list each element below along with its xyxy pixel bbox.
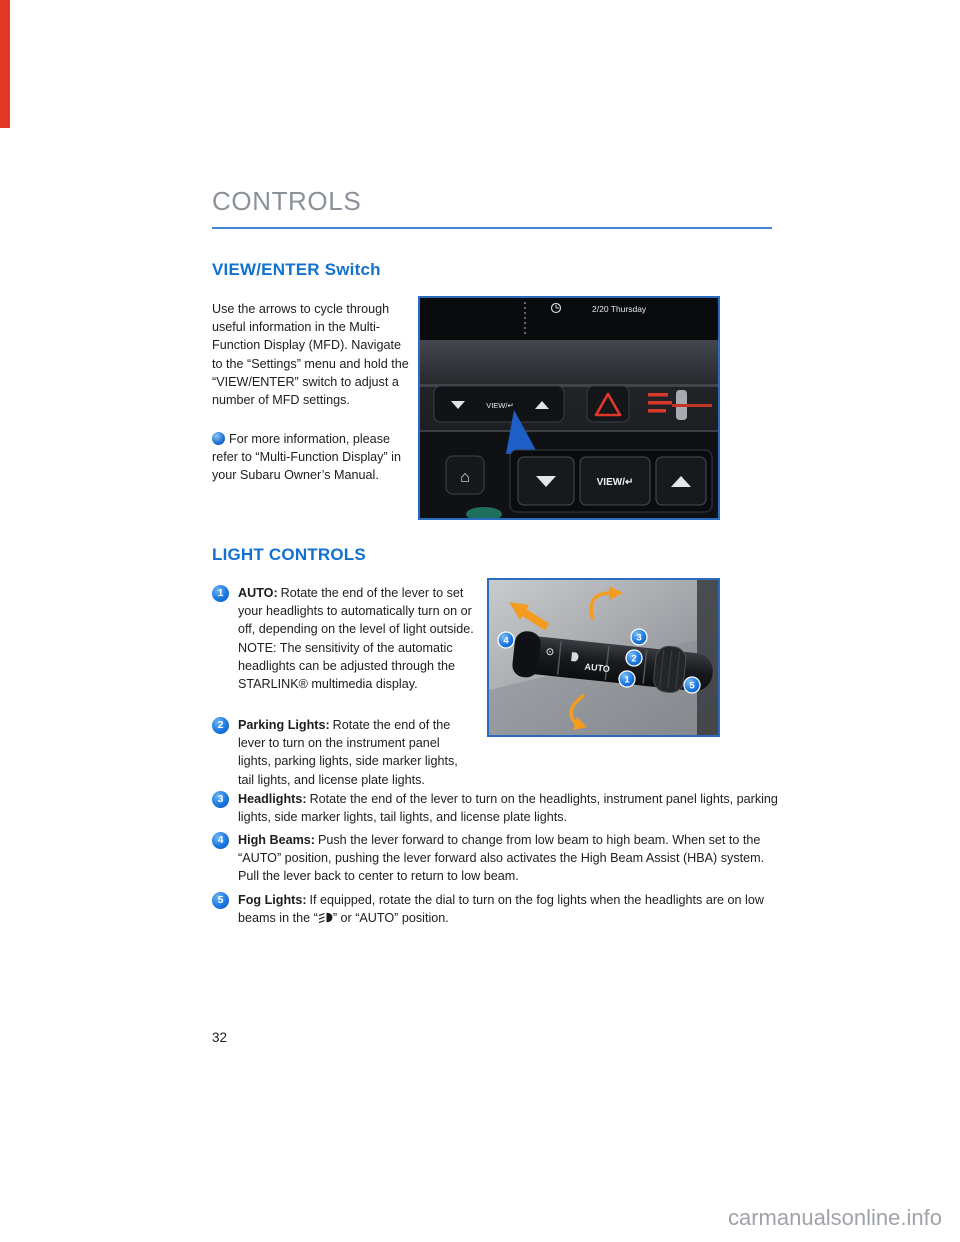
light-item-text <box>238 831 784 886</box>
view-enter-switch-small <box>434 386 564 422</box>
item-body-after: ” or “AUTO” position. <box>332 911 449 926</box>
light-item-text <box>238 584 474 693</box>
item-label: AUTO: <box>238 586 278 600</box>
item-body-before: If equipped, rotate the dial to turn on the fog lights when the headlights are on low beams in the “ <box>238 893 764 926</box>
watermark: carmanualsonline.info <box>727 1205 942 1230</box>
light-item-auto <box>212 584 474 693</box>
light-item-headlights <box>212 790 784 826</box>
item-label: Parking Lights: <box>238 718 330 732</box>
light-item-text <box>238 790 784 826</box>
light-item-parking-lights <box>212 716 474 789</box>
light-item-fog-lights <box>212 891 784 927</box>
light-item-text <box>238 716 474 789</box>
fog-dial <box>652 645 687 694</box>
svg-text:3: 3 <box>636 632 642 644</box>
stalk-auto-label: AUTO <box>584 661 611 675</box>
hazard-button <box>587 386 629 422</box>
item-number-badge: 5 <box>212 892 229 909</box>
low-beam-icon <box>318 912 333 923</box>
callout-badge-4 <box>498 632 514 648</box>
light-controls-title: LIGHT CONTROLS <box>212 545 366 564</box>
dashboard-photo <box>420 298 718 518</box>
item-body: Rotate the end of the lever to turn on the headlights, instrument panel lights, parking lights, side marker lights, tail lights, and license plate lights. <box>238 792 778 825</box>
view-enter-note-text: For more information, please refer to “Multi-Function Display” in your Subaru Owner’s Manual. <box>212 432 401 483</box>
chapter-header: CONTROLS <box>212 186 362 216</box>
info-globe-icon <box>212 432 225 445</box>
light-stalk-figure <box>487 578 720 737</box>
date-display: 2/20 Thursday <box>592 304 647 314</box>
page-number: 32 <box>212 1030 228 1045</box>
item-body: Rotate the end of the lever to set your headlights to automatically turn on or off, depending on the level of light outside. <box>238 586 474 637</box>
home-icon: ⌂ <box>460 469 470 486</box>
item-body: Rotate the end of the lever to turn on the instrument panel lights, parking lights, side marker lights, tail lights, and license plate lights. <box>238 718 458 787</box>
item-label: High Beams: <box>238 833 315 847</box>
svg-text:4: 4 <box>503 635 509 647</box>
callout-badge-3 <box>631 629 647 645</box>
callout-badge-1 <box>619 671 635 687</box>
item-label: Fog Lights: <box>238 893 307 907</box>
svg-text:2: 2 <box>631 653 637 665</box>
item-number-badge: 2 <box>212 717 229 734</box>
view-enter-paragraph: Use the arrows to cycle through useful information in the Multi-Function Display (MFD). Navigate to the “Settings” menu and hold the “VIEW/ENTER” switch to adjust a number of MFD settings. <box>212 302 409 408</box>
svg-text:1: 1 <box>624 674 630 686</box>
view-enter-label-small: VIEW/↵ <box>486 401 514 410</box>
mfd-display <box>420 298 718 340</box>
home-button <box>446 456 484 494</box>
item-label: Headlights: <box>238 792 307 806</box>
stalk-photo <box>489 580 718 735</box>
item-body: Push the lever forward to change from low beam to high beam. When set to the “AUTO” position, pushing the lever forward also activates the High Beam Assist (HBA) system. Pull the lever back to center to return to low beam. <box>238 833 765 884</box>
view-enter-note <box>212 430 414 485</box>
item-number-badge: 3 <box>212 791 229 808</box>
view-enter-switch-figure <box>418 296 720 520</box>
svg-text:5: 5 <box>689 680 695 692</box>
callout-badge-5 <box>684 677 700 693</box>
console-edge <box>420 430 718 432</box>
header-rule <box>212 227 772 229</box>
view-enter-label-zoom: VIEW/↵ <box>596 477 634 488</box>
item-number-badge: 1 <box>212 585 229 602</box>
dash-trim <box>420 340 718 386</box>
light-item-text <box>238 891 784 927</box>
item-note: NOTE: The sensitivity of the automatic headlights can be adjusted through the STARLINK® multimedia display. <box>238 640 456 692</box>
light-item-high-beams <box>212 831 784 886</box>
view-enter-switch-zoom <box>510 450 712 512</box>
callout-badge-2 <box>626 650 642 666</box>
item-number-badge: 4 <box>212 832 229 849</box>
view-enter-title: VIEW/ENTER Switch <box>212 260 381 279</box>
page-edge-tab <box>0 0 10 128</box>
